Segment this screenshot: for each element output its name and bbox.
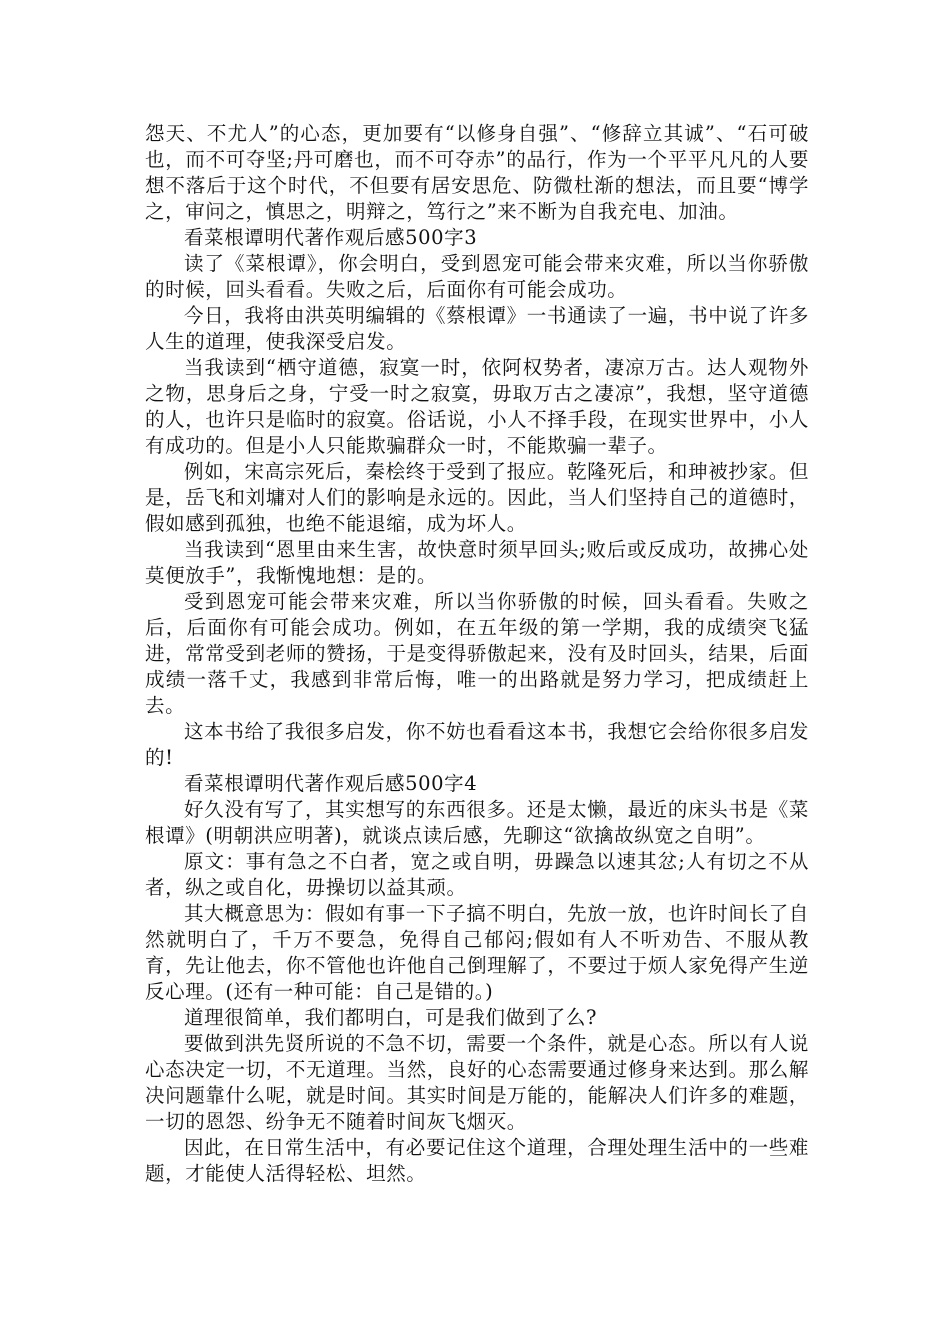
paragraph: 当我读到“恩里由来生害，故快意时须早回头;败后或反成功，故拂心处莫便放手”，我惭愧地想：是的。 (145, 538, 809, 587)
paragraph: 今日，我将由洪英明编辑的《蔡根谭》一书通读了一遍，书中说了许多人生的道理，使我深受启发。 (145, 304, 809, 353)
paragraph: 因此，在日常生活中，有必要记住这个道理，合理处理生活中的一些难题，才能使人活得轻松、坦然。 (145, 1136, 809, 1185)
paragraph: 道理很简单，我们都明白，可是我们做到了么? (184, 1006, 598, 1029)
paragraph: 原文：事有急之不白者，宽之或自明，毋躁急以速其忿;人有切之不从者，纵之或自化，毋操切以益其顽。 (145, 850, 809, 899)
document-body (145, 121, 809, 1187)
paragraph: 当我读到“栖守道德，寂寞一时，依阿权势者，凄凉万古。达人观物外之物，思身后之身，宁受一时之寂寞，毋取万古之凄凉”，我想，坚守道德的人，也许只是临时的寂寞。俗话说，小人不择手段，在现实世界中，小人有成功的。但是小人只能欺骗群众一时，不能欺骗一辈子。 (145, 356, 809, 457)
paragraph: 要做到洪先贤所说的不急不切，需要一个条件，就是心态。所以有人说心态决定一切，不无道理。当然，良好的心态需要通过修身来达到。那么解决问题靠什么呢，就是时间。其实时间是万能的，能解决人们许多的难题，一切的恩怨、纷争无不随着时间灰飞烟灭。 (145, 1032, 809, 1133)
paragraph: 受到恩宠可能会带来灾难，所以当你骄傲的时候，回头看看。失败之后，后面你有可能会成功。例如，在五年级的第一学期，我的成绩突飞猛进，常常受到老师的赞扬，于是变得骄傲起来，没有及时回头，结果，后面成绩一落千丈，我感到非常后悔，唯一的出路就是努力学习，把成绩赶上去。 (145, 590, 809, 717)
paragraph: 这本书给了我很多启发，你不妨也看看这本书，我想它会给你很多启发的! (145, 720, 809, 769)
section-heading-4: 看菜根谭明代著作观后感500字4 (184, 772, 478, 795)
paragraph: 其大概意思为：假如有事一下子搞不明白，先放一放，也许时间长了自然就明白了，千万不要急，免得自己郁闷;假如有人不听劝告、不服从教育，先让他去，你不管他也许他自己倒理解了，不要过于烦人家免得产生逆反心理。(还有一种可能：自己是错的。) (145, 902, 809, 1003)
paragraph: 好久没有写了，其实想写的东西很多。还是太懒，最近的床头书是《菜根谭》(明朝洪应明著)，就谈点读后感，先聊这“欲擒故纵宽之自明”。 (145, 798, 809, 847)
paragraph-continuation: 怨天、不尤人”的心态，更加要有“以修身自强”、“修辞立其诚”、“石可破也，而不可夺坚;丹可磨也，而不可夺赤”的品行，作为一个平平凡凡的人要想不落后于这个时代，不但要有居安思危、防微杜渐的想法，而且要“博学之，审问之，慎思之，明辩之，笃行之”来不断为自我充电、加油。 (145, 122, 809, 223)
section-heading-3: 看菜根谭明代著作观后感500字3 (184, 226, 478, 249)
paragraph: 例如，宋高宗死后，秦桧终于受到了报应。乾隆死后，和珅被抄家。但是，岳飞和刘墉对人们的影响是永远的。因此，当人们坚持自己的道德时，假如感到孤独，也绝不能退缩，成为坏人。 (145, 460, 809, 535)
paragraph: 读了《菜根谭》，你会明白，受到恩宠可能会带来灾难，所以当你骄傲的时候，回头看看。失败之后，后面你有可能会成功。 (145, 252, 809, 301)
